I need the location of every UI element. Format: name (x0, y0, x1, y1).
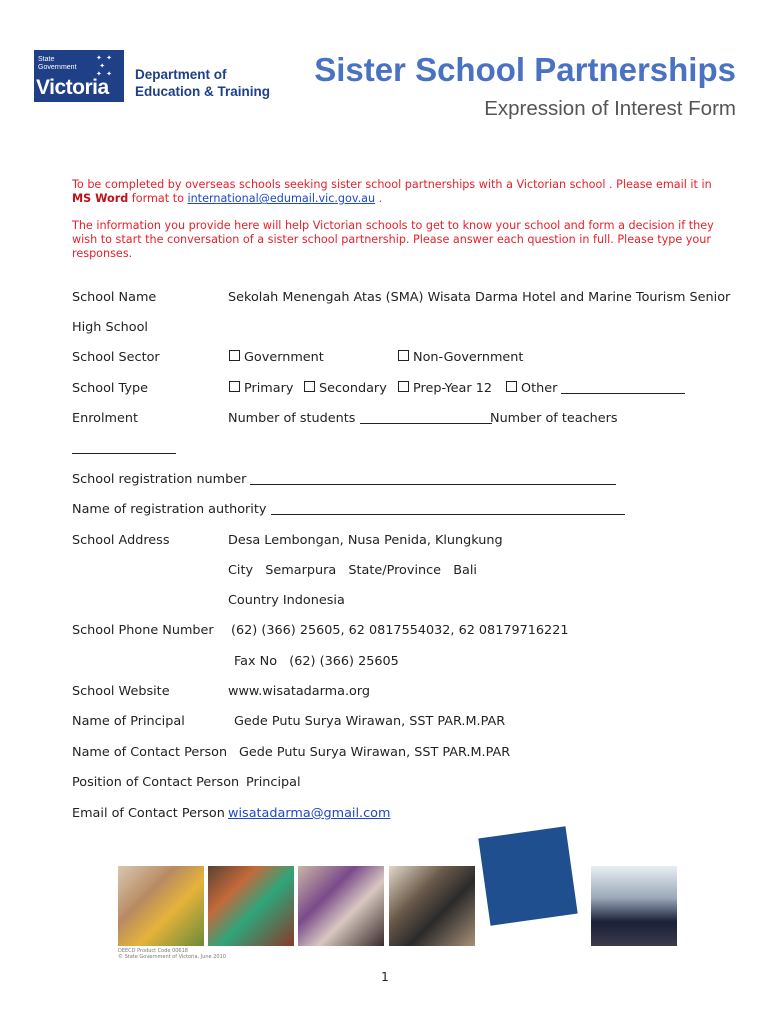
teachers-label: Number of teachers (490, 411, 618, 426)
logo-victoria-text: Victoria (36, 76, 109, 99)
product-code-caption (118, 948, 226, 960)
teachers-blank-row (72, 440, 182, 458)
intro-paragraph-2: The information you provide here will help Victorian schools to get to know your school and form a decision if they wish to start the conversation of a sister school partnership. Please answer each question in full. Please type your responses. (72, 219, 714, 261)
school-name-continuation[interactable]: High School (72, 320, 148, 335)
type-other-option[interactable] (506, 380, 685, 398)
email-row (72, 805, 692, 823)
photo-teacher-classroom (298, 866, 384, 946)
type-secondary-option[interactable] (304, 380, 387, 398)
contact-value[interactable]: Gede Putu Surya Wirawan, SST PAR.M.PAR (239, 745, 511, 760)
logo-dept-line1: Department of (135, 67, 227, 82)
caption-line-1: DEECD Product Code 00618 (118, 948, 188, 954)
intro-text-mid: format to (128, 192, 188, 206)
intro-text: To be completed by overseas schools seeking sister school partnerships with a Victorian school . Please email it in (72, 178, 712, 191)
city-state-line[interactable]: City Semarpura State/Province Bali (228, 563, 477, 578)
website-label: School Website (72, 684, 170, 699)
checkbox-icon[interactable] (229, 381, 240, 392)
logo-state-text (38, 56, 77, 72)
enrolment-label: Enrolment (72, 411, 139, 426)
type-primary-option[interactable] (229, 380, 293, 398)
authority-blank[interactable] (271, 501, 625, 515)
type-other-blank[interactable] (561, 380, 685, 394)
registration-label: School registration number (72, 472, 247, 487)
school-name-value[interactable]: Sekolah Menengah Atas (SMA) Wisata Darma Hotel and Marine Tourism Senior (228, 290, 731, 305)
registration-row (72, 471, 692, 489)
page-title: Sister School Partnerships (314, 51, 736, 88)
contact-email-link[interactable]: wisatadarma@gmail.com (228, 806, 391, 821)
school-type-label: School Type (72, 381, 148, 396)
logo-state-line2: Government (38, 64, 77, 71)
photo-cooking-students (389, 866, 475, 946)
position-row (72, 774, 692, 792)
checkbox-icon[interactable] (398, 381, 409, 392)
fax-line[interactable]: Fax No (62) (366) 25605 (234, 654, 399, 669)
principal-value[interactable]: Gede Putu Surya Wirawan, SST PAR.M.PAR (234, 714, 506, 729)
page-subtitle: Expression of Interest Form (484, 97, 736, 120)
page-number: 1 (381, 970, 389, 984)
checkbox-icon[interactable] (229, 350, 240, 361)
phone-row (72, 622, 692, 640)
checkbox-icon[interactable] (506, 381, 517, 392)
sector-non-government-label: Non-Government (413, 350, 524, 365)
country-line[interactable]: Country Indonesia (228, 593, 345, 608)
school-name-continuation-row (72, 319, 272, 337)
type-other-label: Other (521, 381, 558, 396)
logo-state-line1: State (38, 56, 55, 63)
victoria-logo-block (34, 50, 124, 102)
type-prep-year-12-label: Prep-Year 12 (413, 381, 493, 396)
authority-label: Name of registration authority (72, 502, 267, 517)
checkbox-icon[interactable] (304, 381, 315, 392)
email-label: Email of Contact Person (72, 806, 225, 821)
type-primary-label: Primary (244, 381, 294, 396)
principal-label: Name of Principal (72, 714, 185, 729)
teachers-blank[interactable] (72, 440, 176, 454)
school-sector-row (72, 349, 672, 367)
school-name-label: School Name (72, 290, 157, 305)
contact-row (72, 744, 692, 762)
address-row (72, 532, 692, 550)
contact-label: Name of Contact Person (72, 745, 228, 760)
type-secondary-label: Secondary (319, 381, 387, 396)
intro-paragraph-1 (72, 178, 724, 206)
school-name-row (72, 289, 732, 307)
position-value[interactable]: Principal (246, 775, 301, 790)
website-value[interactable]: www.wisatadarma.org (228, 684, 371, 699)
students-label: Number of students (228, 411, 356, 426)
photo-group-students (208, 866, 294, 946)
logo-dept-line2: Education & Training (135, 84, 271, 99)
type-prep-year-12-option[interactable] (398, 380, 492, 398)
address-label: School Address (72, 533, 170, 548)
caption-line-2: © State Government of Victoria, June 2010 (118, 954, 226, 960)
sector-non-government-option[interactable] (398, 349, 523, 367)
students-blank[interactable] (360, 410, 492, 424)
phone-label: School Phone Number (72, 623, 214, 638)
decorative-blue-square (478, 826, 577, 925)
intro-text-end: . (375, 192, 383, 206)
intro-bold-text: MS Word (72, 192, 129, 206)
logo-department-text (135, 66, 270, 100)
checkbox-icon[interactable] (398, 350, 409, 361)
email-link[interactable]: international@edumail.vic.gov.au (187, 192, 376, 206)
photo-students-reading (118, 866, 204, 946)
fax-row (72, 653, 692, 671)
photo-uniformed-students (591, 866, 677, 946)
country-row (72, 592, 692, 610)
registration-blank[interactable] (250, 471, 616, 485)
city-row (72, 562, 692, 580)
website-row (72, 683, 692, 701)
school-sector-label: School Sector (72, 350, 160, 365)
southern-cross-stars-icon: ✦ ✦ ✦ ✦ ✦ (96, 54, 113, 78)
principal-row (72, 713, 692, 731)
department-logo (34, 50, 279, 102)
students-field (228, 410, 492, 428)
sector-government-option[interactable] (229, 349, 324, 367)
authority-row (72, 501, 692, 519)
position-label: Position of Contact Person (72, 775, 240, 790)
enrolment-row (72, 410, 692, 428)
school-type-row (72, 380, 692, 398)
sector-government-label: Government (244, 350, 324, 365)
address-value[interactable]: Desa Lembongan, Nusa Penida, Klungkung (228, 533, 503, 548)
phone-value[interactable]: (62) (366) 25605, 62 0817554032, 62 08179716221 (231, 623, 569, 638)
